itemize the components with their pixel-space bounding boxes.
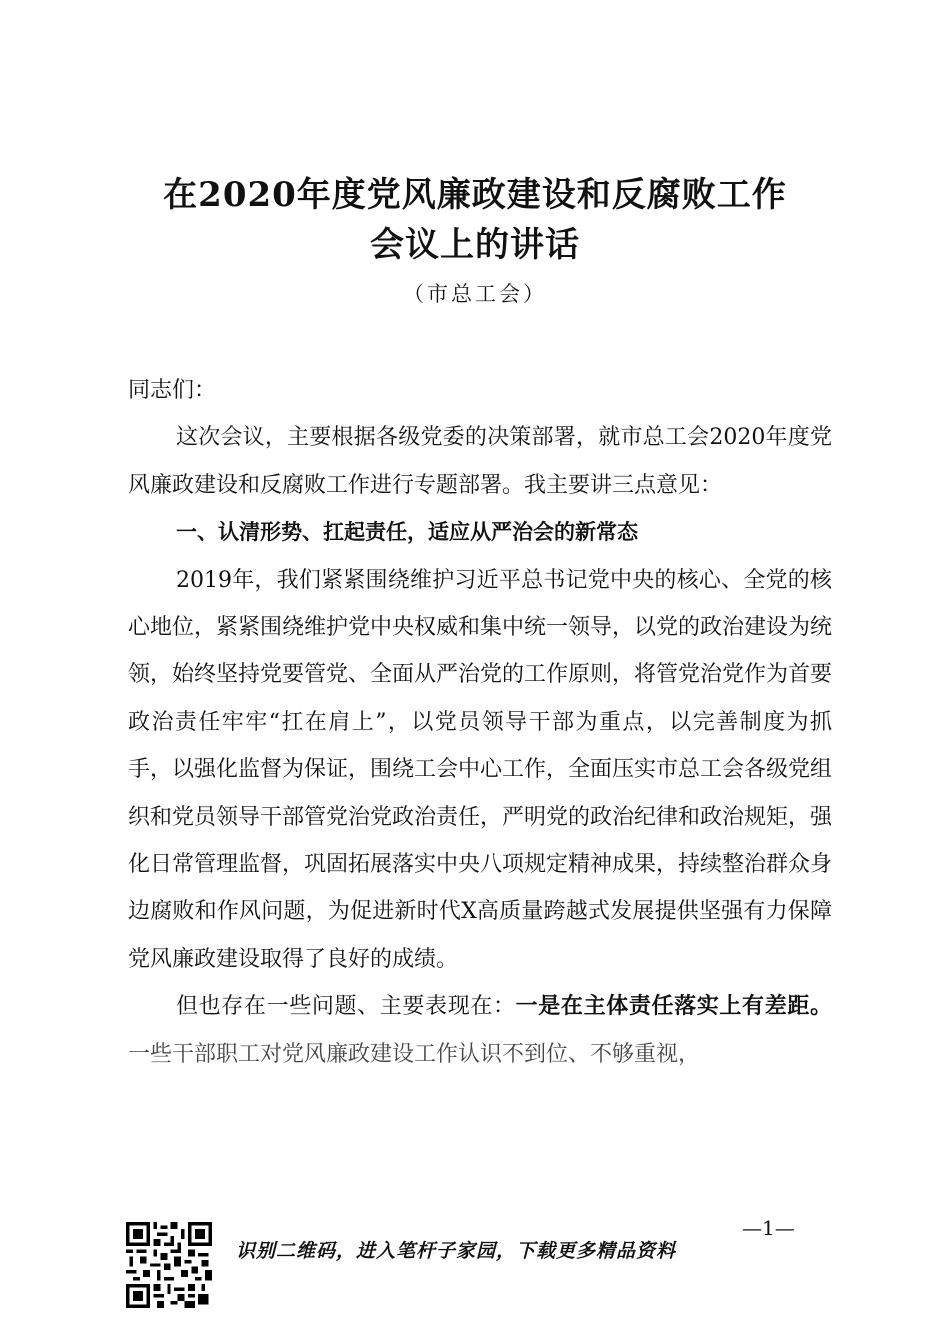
document-title-line-2: 会议上的讲话 <box>370 225 580 265</box>
paragraph-2-bold-point: 一是在主体责任落实上有差距。 <box>515 994 832 1020</box>
footer-promo-text: 识别二维码，进入笔杆子家园，下载更多精品资料 <box>236 1240 677 1262</box>
paragraph-2-continuation: 一些干部职工对党风廉政建设工作认识不到位、不够重视， <box>128 1041 701 1067</box>
section-1-heading: 一、认清形势、扛起责任，适应从严治会的新常态 <box>176 520 638 545</box>
qr-code-icon <box>126 1222 212 1308</box>
paragraph-2-lead: 但也存在一些问题、主要表现在： <box>176 994 516 1020</box>
salutation: 同志们： <box>128 378 217 403</box>
section-1-paragraph-2 <box>128 983 832 1078</box>
page-number: —1— <box>742 1216 795 1240</box>
section-1-paragraph-1: 2019年，我们紧紧围绕维护习近平总书记党中央的核心、全党的核心地位，紧紧围绕维护党中央权威和集中统一领导，以党的政治建设为统领，始终坚持党要管党、全面从严治党的工作原则，将管党治党作为首要政治责任牢牢“扛在肩上”，以党员领导干部为重点，以完善制度为抓手，以强化监督为保证，围绕工会中心工作，全面压实市总工会各级党组织和党员领导干部管党治党政治责任，严明党的政治纪律和政治规矩，强化日常管理监督，巩固拓展落实中央八项规定精神成果，持续整治群众身边腐败和作风问题，为促进新时代X高质量跨越式发展提供坚强有力保障党风廉政建设取得了良好的成绩。 <box>128 567 833 972</box>
document-subtitle: （市总工会） <box>403 282 547 306</box>
document-body <box>128 367 832 1078</box>
intro-paragraph: 这次会议，主要根据各级党委的决策部署，就市总工会2020年度党风廉政建设和反腐败工作进行专题部署。我主要讲三点意见： <box>128 425 832 498</box>
document-title-line-1: 在2020年度党风廉政建设和反腐败工作 <box>163 175 787 215</box>
